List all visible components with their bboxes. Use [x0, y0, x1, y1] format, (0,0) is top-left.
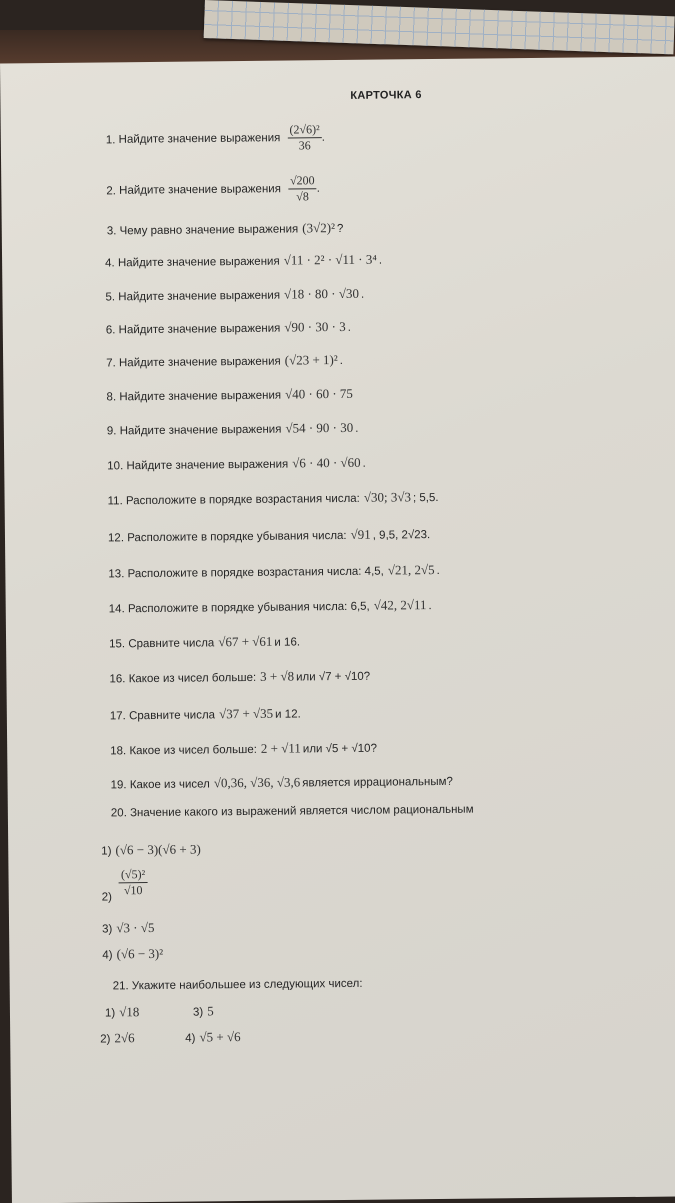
task-12: 12. Расположите в порядке убывания числа: √91 , 9,5, 2√23.	[107, 526, 431, 545]
task-20: 20. Значение какого из выражений является числом рациональным	[110, 803, 474, 820]
q20-option-2: 2) $\frac{\text{(√5)²}}{√10}$	[101, 867, 147, 898]
task-6: 6. Найдите значение выражения √90 · 30 · 3 .	[105, 318, 351, 337]
task-19: 19. Какое из чисел √0,36, √36, √3,6 является иррациональным?	[110, 774, 453, 792]
task-21: 21. Укажите наибольшее из следующих чисел:	[112, 977, 363, 993]
task-9: 9. Найдите значение выражения √54 · 90 · 30 .	[106, 419, 359, 438]
task-4: 4. Найдите значение выражения √11 · 2² · √11 · 3⁴ .	[105, 251, 383, 270]
q20-option-1: 1) (√6 − 3)(√6 + 3)	[101, 841, 201, 858]
q20-option-2-fraction: $\frac{\text{(√5)²}}{√10}$	[119, 867, 148, 898]
q20-option-4: 4) (√6 − 3)²	[102, 945, 164, 962]
task-1: 1. Найдите значение выражения $\frac{\text{(2√6)²}}{36}$ .	[105, 122, 326, 153]
task-13: 13. Расположите в порядке возрастания числа: 4,5, √21, 2√5 .	[108, 562, 440, 581]
q21-option-4: 4) √5 + √6	[185, 1029, 241, 1045]
task-10: 10. Найдите значение выражения √6 · 40 · √60 .	[107, 454, 366, 473]
task-7: 7. Найдите значение выражения (√23 + 1)² .	[106, 352, 344, 370]
task-11: 11. Расположите в порядке возрастания числа: √30; 3√3 ; 5,5.	[107, 489, 439, 508]
card-title: КАРТОЧКА 6	[350, 89, 422, 102]
task-3: 3. Чему равно значение выражения (3√2)² ?	[106, 220, 344, 238]
q21-option-1: 1) √18	[104, 1004, 140, 1020]
task-5: 5. Найдите значение выражения √18 · 80 · √30 .	[105, 285, 365, 304]
task-15: 15. Сравните числа √67 + √61 и 16.	[109, 633, 301, 651]
task-8: 8. Найдите значение выражения √40 · 60 · 75	[106, 385, 353, 404]
q21-option-3: 3) 5	[192, 1003, 214, 1019]
task-17: 17. Сравните числа √37 + √35 и 12.	[109, 705, 301, 723]
task-18: 18. Какое из чисел больше: 2 + √11 или √5 + √10?	[110, 740, 378, 758]
task-2: 2. Найдите значение выражения $\frac{√200}{√8}$ .	[106, 173, 320, 204]
q21-option-2: 2) 2√6	[100, 1030, 135, 1046]
task-1-fraction: $\frac{\text{(2√6)²}}{36}$	[287, 122, 322, 153]
task-14: 14. Расположите в порядке убывания числа: 6,5, √42, 2√11 .	[108, 597, 432, 616]
task-2-fraction: $\frac{√200}{√8}$	[288, 173, 317, 204]
q20-option-3: 3) √3 · √5	[102, 919, 155, 936]
task-16: 16. Какое из чисел больше: 3 + √8 или √7 + √10?	[109, 668, 371, 686]
worksheet-paper	[0, 56, 675, 1203]
